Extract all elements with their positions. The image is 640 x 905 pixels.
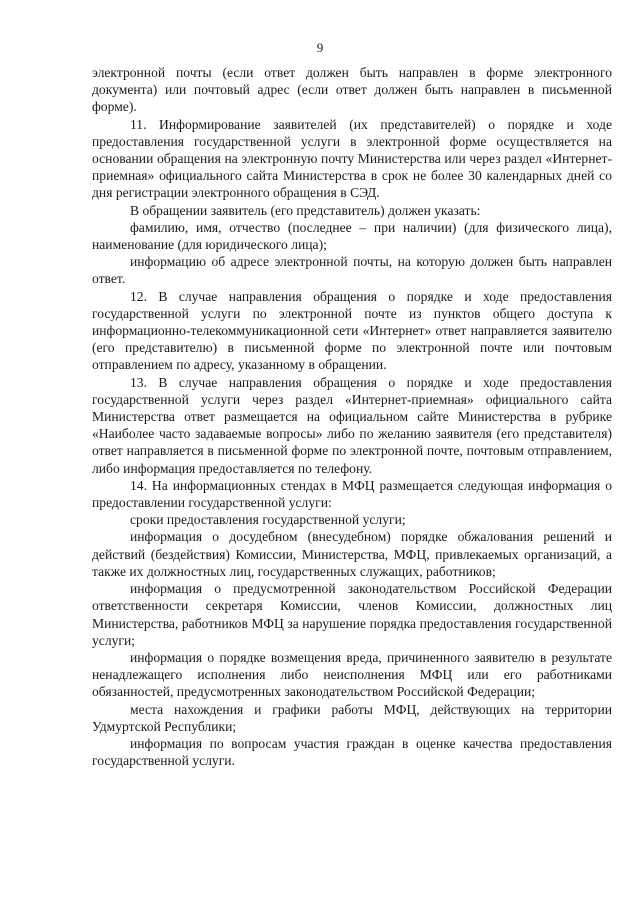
paragraph-item-14: 14. На информационных стендах в МФЦ размещается следующая информация о предоставлении государственной услуги: [92, 477, 612, 511]
paragraph-appeal-procedure: информация о досудебном (внесудебном) порядке обжалования решений и действий (бездействия) Комиссии, Министерства, МФЦ, привлекаемых организаций, а также их должностных лиц, государственных служащих, работников; [92, 529, 612, 579]
paragraph-full-name: фамилию, имя, отчество (последнее – при наличии) (для физического лица), наименование (для юридического лица); [92, 219, 612, 253]
paragraph-request-requirements: В обращении заявитель (его представитель) должен указать: [130, 202, 481, 218]
paragraph-item-11: 11. Информирование заявителей (их представителей) о порядке и ходе предоставления государственной услуги в электронной форме осуществляется на основании обращения на электронную почту Министерства или через раздел «Интернет-приемная» официального сайта Министерства в срок не более 30 календарных дней со дня регистрации электронного обращения в СЭД. [92, 116, 612, 201]
paragraph-item-13: 13. В случае направления обращения о порядке и ходе предоставления государственной услуги через раздел «Интернет-приемная» официального сайта Министерства ответ размещается на официальном сайте Министерства в рубрике «Наиболее часто задаваемые вопросы» либо по желанию заявителя (его представителя) ответ направляется в письменной форме по электронной почте, почтовым отправлением, либо информация предоставляется по телефону. [92, 374, 612, 476]
paragraph-responsibility: информация о предусмотренной законодательством Российской Федерации ответственности секретаря Комиссии, членов Комиссии, должностных лиц Министерства, работников МФЦ за нарушение порядка предоставления государственной услуги; [92, 581, 612, 648]
paragraph-service-terms: сроки предоставления государственной услуги; [130, 512, 406, 528]
document-body [92, 64, 612, 769]
paragraph-email-info: информацию об адресе электронной почты, на которую должен быть направлен ответ. [92, 254, 612, 287]
paragraph-item-12: 12. В случае направления обращения о порядке и ходе предоставления государственной услуги по электронной почте из пунктов общего доступа к информационно-телекоммуникационной сети «Интернет» ответ направляется заявителю (его представителю) в письменной форме по электронной почте или почтовым отправлением по адресу, указанному в обращении. [92, 288, 612, 373]
paragraph-continuation: электронной почты (если ответ должен быть направлен в форме электронного документа) или почтовый адрес (если ответ должен быть направлен в письменной форме). [92, 65, 612, 115]
paragraph-mfc-locations: места нахождения и графики работы МФЦ, действующих на территории Удмуртской Республики; [92, 701, 612, 734]
paragraph-quality-assessment: информация по вопросам участия граждан в оценке качества предоставления государственной услуги. [92, 735, 612, 769]
page-number: 9 [316, 40, 324, 55]
paragraph-damage-compensation: информация о порядке возмещения вреда, причиненного заявителю в результате ненадлежащего исполнения либо неисполнения МФЦ или его работниками обязанностей, предусмотренных законодательством Российской Федерации; [92, 649, 612, 700]
